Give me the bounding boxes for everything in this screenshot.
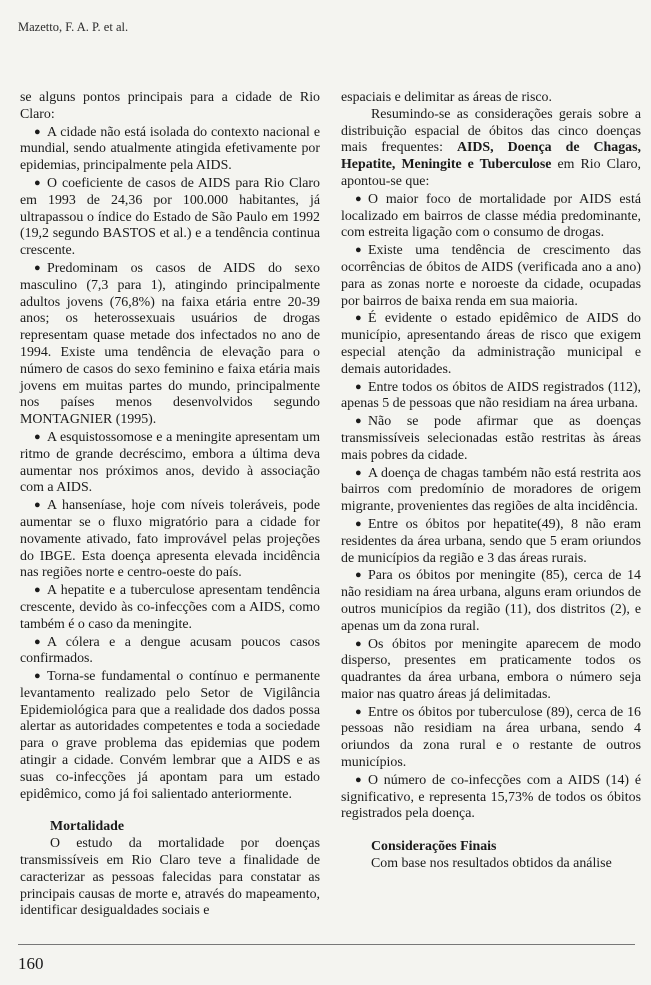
bullet-item: ● Entre os óbitos por hepatite(49), 8 não eram residentes da área urbana, sendo que 5 eram oriundos de municípios da região e 3 das áreas rurais.: [341, 516, 641, 566]
right-column: [341, 90, 641, 873]
bullet-icon: ●: [34, 176, 41, 189]
bullet-icon: ●: [355, 192, 362, 205]
bullet-item: ● O maior foco de mortalidade por AIDS está localizado em bairros de classe média predominante, com estreita ligação com o consumo de drogas.: [341, 191, 641, 241]
bullet-item: ● Entre os óbitos por tuberculose (89), cerca de 16 pessoas não residiam na área urbana, sendo 4 oriundos da zona rural e o restante de outros municípios.: [341, 704, 641, 771]
mortalidade-paragraph: O estudo da mortalidade por doenças transmissíveis em Rio Claro teve a finalidade de caracterizar as pessoas falecidas para constatar as principais causas de morte e, através do mapeamento, identificar desigualdades sociais e: [20, 836, 320, 919]
running-head: Mazetto, F. A. P. et al.: [18, 20, 129, 34]
bullet-icon: ●: [355, 705, 362, 718]
intro-text: se alguns pontos principais para a cidade de Rio Claro:: [20, 90, 320, 122]
bullet-icon: ●: [355, 517, 362, 530]
bullet-icon: ●: [355, 569, 362, 582]
page-number: 160: [18, 954, 44, 973]
bullet-icon: ●: [355, 415, 362, 428]
continuation-text: espaciais e delimitar as áreas de risco.: [341, 90, 552, 105]
bullet-icon: ●: [34, 499, 41, 512]
bullet-item: ● Torna-se fundamental o contínuo e permanente levantamento realizado pelo Setor de Vigilância Epidemiológica para que a realidade dos dados possa alertar as autoridades competentes e toda a sociedade para o grave problema das epidemias que podem atingir a cidade. Convém lembrar que a AIDS e as suas co-infecções já apontam para um estado epidêmico, como já foi salientado anteriormente.: [20, 669, 320, 802]
bullet-item: ● É evidente o estado epidêmico de AIDS do município, apresentando áreas de risco que exigem especial atenção da administração municipal e demais autoridades.: [341, 311, 641, 377]
bullet-item: ● A hepatite e a tuberculose apresentam tendência crescente, devido às co-infecções com a AIDS, como também é o caso da meningite.: [20, 583, 320, 632]
bullet-icon: ●: [34, 125, 41, 138]
bullet-item: ● A doença de chagas também não está restrita aos bairros com predomínio de moradores de origem migrante, provenientes das regiões de alta incidência.: [341, 465, 641, 515]
bullet-icon: ●: [355, 380, 362, 393]
bullet-item: ● O número de co-infecções com a AIDS (14) é significativo, e representa 15,73% de todos os óbitos registrados pela doença.: [341, 772, 641, 822]
bullet-icon: ●: [34, 584, 41, 597]
left-column: [20, 90, 320, 920]
bullet-item: ● Para os óbitos por meningite (85), cerca de 14 não residiam na área urbana, alguns eram oriundos de outros municípios da região (11), dos distritos (2), e apenas um da zona rural.: [341, 568, 641, 634]
bullet-item: ● A cidade não está isolada do contexto nacional e mundial, sendo atualmente atingida efetivamente por epidemias, principalmente pela AIDS.: [20, 124, 320, 174]
bullet-icon: ●: [355, 244, 362, 257]
bullet-icon: ●: [34, 635, 41, 648]
bullet-item: ● O coeficiente de casos de AIDS para Rio Claro em 1993 de 24,36 por 100.000 habitantes, já ultrapassou o índice do Estado de São Paulo em 1992 (19,2 segundo BASTOS et al.) e a tendência continua crescente.: [20, 175, 320, 259]
bullet-icon: ●: [355, 637, 362, 650]
bullet-item: ● A cólera e a dengue acusam poucos casos confirmados.: [20, 634, 320, 667]
bullet-icon: ●: [355, 312, 362, 325]
bullet-item: ● Entre todos os óbitos de AIDS registrados (112), apenas 5 de pessoas que não residiam na área urbana.: [341, 379, 641, 412]
bullet-icon: ●: [355, 773, 362, 786]
bullet-icon: ●: [34, 261, 41, 274]
footer-rule: [18, 944, 635, 945]
bullet-item: ● Predominam os casos de AIDS do sexo masculino (7,3 para 1), atingindo principalmente adultos jovens (76,8%) na faixa etária entre 20-39 anos; os heterossexuais usuários de drogas representam quase metade dos infectados no ano de 1994. Existe uma tendência de elevação para o número de casos do sexo feminino e faixa etária mais jovens em muitas partes do mundo, principalmente nos países menos desenvolvidos segundo MONTAGNIER (1995).: [20, 260, 320, 428]
bullet-icon: ●: [34, 670, 41, 683]
bullet-icon: ●: [34, 430, 41, 443]
bullet-item: ● Os óbitos por meningite aparecem de modo disperso, presentes em praticamente todos os quadrantes da área urbana, embora o número seja maior nas quatro áreas já delimitadas.: [341, 636, 641, 702]
bullet-item: ● A hanseníase, hoje com níveis toleráveis, pode aumentar se o fluxo migratório para a cidade for novamente ativado, fato improvável pelas projeções do IBGE. Esta doença apresenta elevada incidência nas regiões norte e centro-oeste do país.: [20, 498, 320, 581]
bullet-item: ● A esquistossomose e a meningite apresentam um ritmo de grande decréscimo, embora a última deva aumentar nos próximos anos, devido à associação com a AIDS.: [20, 429, 320, 496]
section-heading-mortalidade: Mortalidade: [50, 819, 125, 835]
consideracoes-paragraph: Com base nos resultados obtidos da análise: [371, 856, 612, 872]
bullet-item: ● Não se pode afirmar que as doenças transmissíveis selecionadas estão restritas às áreas mais pobres da cidade.: [341, 414, 641, 463]
section-heading-consideracoes: Considerações Finais: [371, 839, 497, 855]
bullet-icon: ●: [355, 466, 362, 479]
summary-paragraph: Resumindo-se as considerações gerais sobre a distribuição espacial de óbitos das cinco doenças mais frequentes: AIDS, Doença de Chagas, Hepatite, Meningite e Tuberculose em Rio Claro, apontou-se que:: [341, 106, 641, 189]
bullet-item: ● Existe uma tendência de crescimento das ocorrências de óbitos de AIDS (verificada ano a ano) para as zonas norte e noroeste da cidade, ocupadas por bairros de baixa renda em sua maioria.: [341, 243, 641, 309]
